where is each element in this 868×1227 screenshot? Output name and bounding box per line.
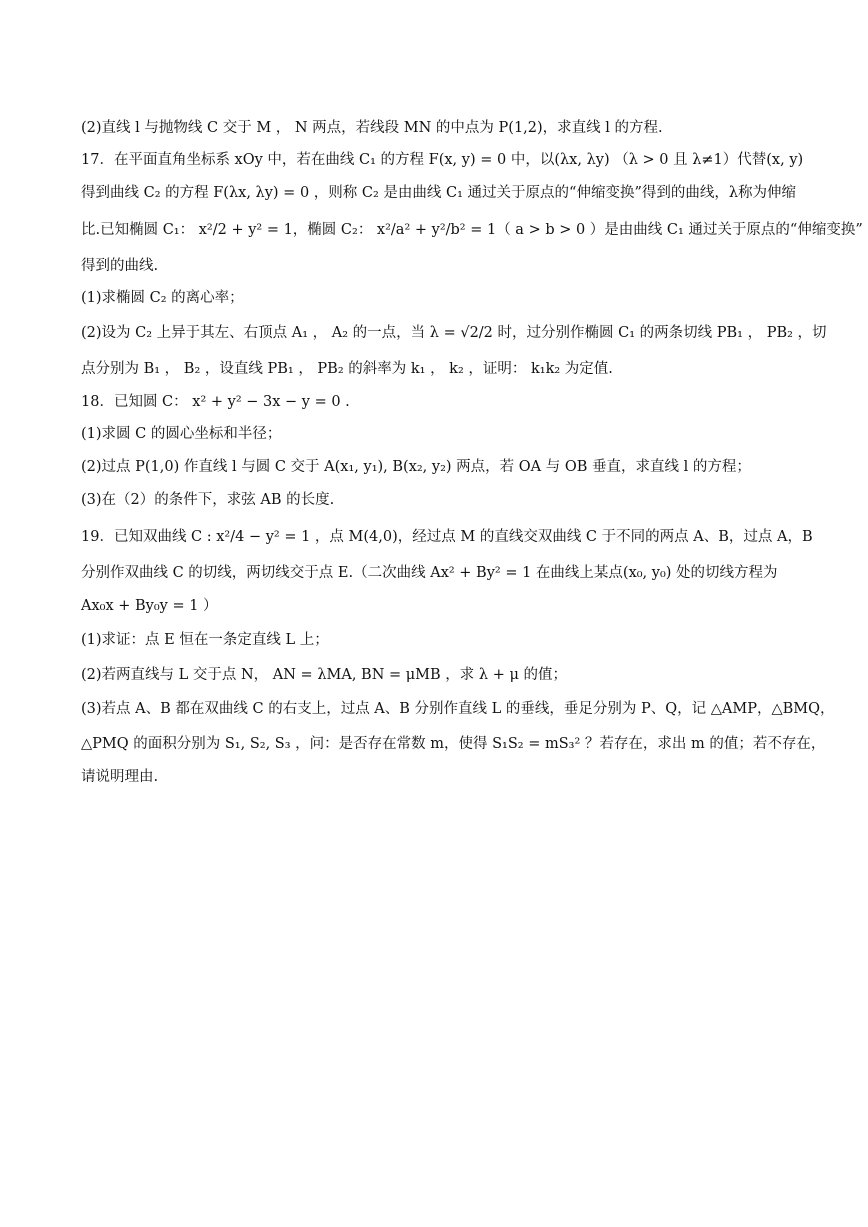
text-line: (2)设为 C₂ 上异于其左、右顶点 A₁ ， A₂ 的一点，当 λ = √2/2 时，过分别作椭圆 C₁ 的两条切线 PB₁ ， PB₂ ，切 bbox=[81, 325, 827, 341]
text-line: (2)直线 l 与抛物线 C 交于 M ， N 两点，若线段 MN 的中点为 P(1,2)，求直线 l 的方程. bbox=[81, 120, 663, 136]
text-line: (3)若点 A、B 都在双曲线 C 的右支上，过点 A、B 分别作直线 L 的垂线，垂足分别为 P、Q，记 △AMP，△BMQ， bbox=[81, 701, 835, 717]
text-line: 点分别为 B₁ ， B₂ ，设直线 PB₁ ， PB₂ 的斜率为 k₁ ， k₂ ，证明： k₁k₂ 为定值. bbox=[81, 361, 613, 377]
text-line: (1)求圆 C 的圆心坐标和半径； bbox=[81, 426, 282, 442]
text-line: 18．已知圆 C： x² + y² − 3x − y = 0 . bbox=[81, 394, 350, 410]
text-line: (1)求椭圆 C₂ 的离心率； bbox=[81, 290, 244, 306]
text-line: 请说明理由. bbox=[81, 769, 159, 785]
text-line: (1)求证：点 E 恒在一条定直线 L 上； bbox=[81, 632, 329, 648]
text-line: (2)若两直线与 L 交于点 N， AN = λMA, BN = μMB ，求 λ + μ 的值； bbox=[81, 667, 567, 683]
text-line: (3)在（2）的条件下，求弦 AB 的长度. bbox=[81, 492, 335, 508]
text-line: 分别作双曲线 C 的切线，两切线交于点 E.（二次曲线 Ax² + By² = 1 在曲线上某点(x₀, y₀) 处的切线方程为 bbox=[81, 565, 778, 581]
text-line: 得到的曲线. bbox=[81, 258, 159, 274]
text-line: (2)过点 P(1,0) 作直线 l 与圆 C 交于 A(x₁, y₁), B(x₂, y₂) 两点，若 OA 与 OB 垂直，求直线 l 的方程； bbox=[81, 459, 751, 475]
text-line: △PMQ 的面积分别为 S₁, S₂, S₃ ，问：是否存在常数 m，使得 S₁S₂ = mS₃² ？若存在，求出 m 的值；若不存在， bbox=[81, 736, 826, 752]
text-line: 比.已知椭圆 C₁： x²/2 + y² = 1，椭圆 C₂： x²/a² + y²/b² = 1（ a > b > 0 ）是由曲线 C₁ 通过关于原点的“伸缩变换” bbox=[81, 222, 863, 238]
text-line: 19．已知双曲线 C : x²/4 − y² = 1 ，点 M(4,0)，经过点 M 的直线交双曲线 C 于不同的两点 A、B，过点 A，B bbox=[81, 529, 813, 545]
text-line: 17．在平面直角坐标系 xOy 中，若在曲线 C₁ 的方程 F(x, y) = 0 中，以(λx, λy) （λ > 0 且 λ≠1）代替(x, y) bbox=[81, 152, 804, 168]
text-line: 得到曲线 C₂ 的方程 F(λx, λy) = 0 ，则称 C₂ 是由曲线 C₁ 通过关于原点的“伸缩变换”得到的曲线，λ称为伸缩 bbox=[81, 185, 797, 201]
text-line: Ax₀x + By₀y = 1 ） bbox=[81, 598, 218, 614]
